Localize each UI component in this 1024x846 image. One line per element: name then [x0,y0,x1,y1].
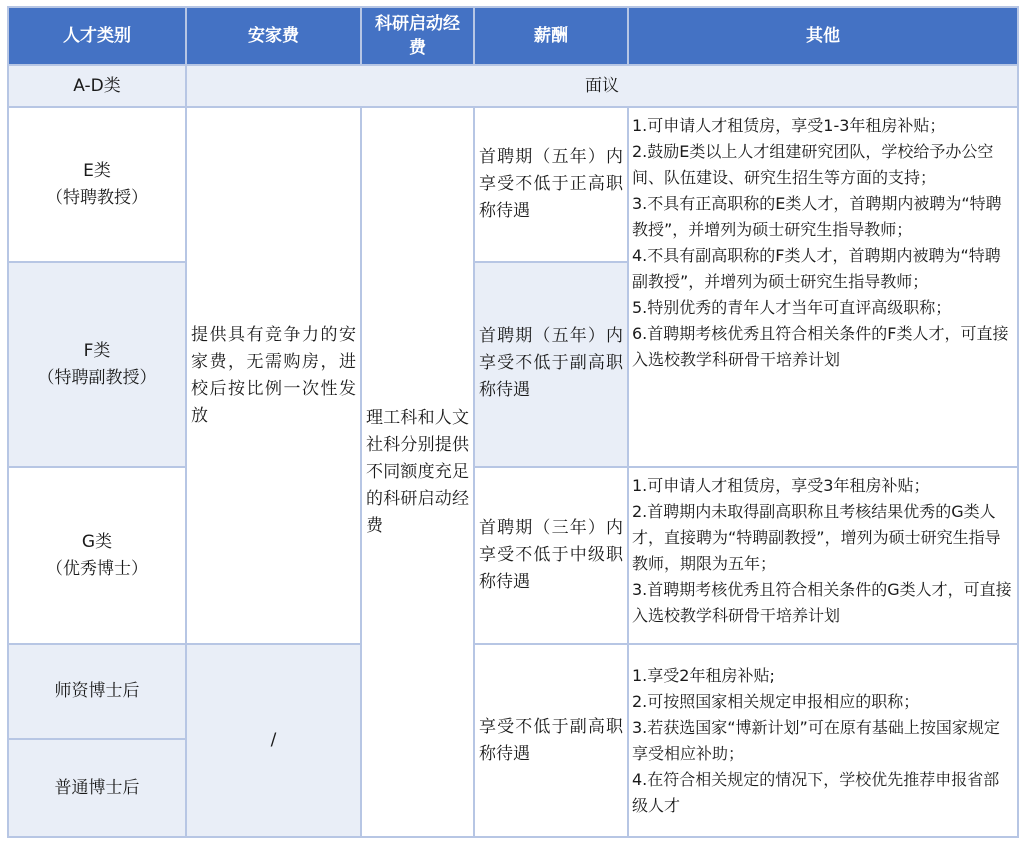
category-postdoc-general: 普通博士后 [8,739,186,837]
other-ef-item: 3.不具有正高职称的E类人才，首聘期内被聘为“特聘教授”，并增列为硕士研究生指导教师； [632,194,1002,239]
category-f-title: （特聘副教授） [37,367,157,388]
category-g-title: （优秀博士） [46,558,148,579]
header-research-fund [361,7,474,65]
table-row-g [8,467,1018,644]
settle-fee-efg: 提供具有竞争力的安家费，无需购房，进校后按比例一次性发放 [186,107,361,644]
other-ef-item: 4.不具有副高职称的F类人才，首聘期内被聘为“特聘副教授”，并增列为硕士研究生指导教师； [632,246,1001,291]
other-g-item: 2.首聘期内未取得副高职称且考核结果优秀的G类人才，直接聘为“特聘副教授”，增列为硕士研究生指导教师，期限为五年； [632,502,1001,573]
table-row-e [8,107,1018,262]
category-f-name: F类 [83,340,111,361]
other-g-cell [628,467,1018,644]
other-postdoc-item: 4.在符合相关规定的情况下，学校优先推荐申报省部级人才 [632,770,1000,815]
other-g-item: 1.可申请人才租赁房，享受3年租房补贴； [632,476,930,495]
other-ef-item: 1.可申请人才租赁房，享受1-3年租房补贴； [632,116,946,135]
settle-fee-postdoc: / [186,644,361,837]
research-fund-cell: 理工科和人文社科分别提供不同额度充足的科研启动经费 [361,107,474,837]
salary-f: 首聘期（五年）内享受不低于副高职称待遇 [474,262,628,467]
category-postdoc-teacher: 师资博士后 [8,644,186,739]
table-row-ad [8,65,1018,107]
header-settle-fee: 安家费 [186,7,361,65]
other-ef-item: 2.鼓励E类以上人才组建研究团队，学校给予办公空间、队伍建设、研究生招生等方面的支持； [632,142,994,187]
salary-e: 首聘期（五年）内享受不低于正高职称待遇 [474,107,628,262]
category-f [8,262,186,467]
category-ad: A-D类 [8,65,186,107]
header-other: 其他 [628,7,1018,65]
header-salary: 薪酬 [474,7,628,65]
other-postdoc-item: 3.若获选国家“博新计划”可在原有基础上按国家规定享受相应补助； [632,718,1000,763]
header-row [8,7,1018,65]
category-e-name: E类 [83,160,111,181]
salary-postdoc: 享受不低于副高职称待遇 [474,644,628,837]
salary-g: 首聘期（三年）内享受不低于中级职称待遇 [474,467,628,644]
talent-policy-table [7,6,1019,838]
other-ef-cell [628,107,1018,467]
ad-negotiable: 面议 [186,65,1018,107]
other-postdoc-cell [628,644,1018,837]
other-ef-item: 5.特别优秀的青年人才当年可直评高级职称； [632,298,952,317]
category-e-title: （特聘教授） [46,187,148,208]
header-research-fund-label: 科研启动经费 [375,14,460,58]
category-g [8,467,186,644]
table-row-postdoc-teacher [8,644,1018,739]
other-g-item: 3.首聘期考核优秀且符合相关条件的G类人才，可直接入选校教学科研骨干培养计划 [632,580,1012,625]
category-g-name: G类 [81,531,113,552]
header-category: 人才类别 [8,7,186,65]
other-postdoc-item: 2.可按照国家相关规定申报相应的职称； [632,692,920,711]
other-ef-item: 6.首聘期考核优秀且符合相关条件的F类人才，可直接入选校教学科研骨干培养计划 [632,324,1009,369]
other-postdoc-item: 1.享受2年租房补贴; [632,666,775,685]
category-e [8,107,186,262]
